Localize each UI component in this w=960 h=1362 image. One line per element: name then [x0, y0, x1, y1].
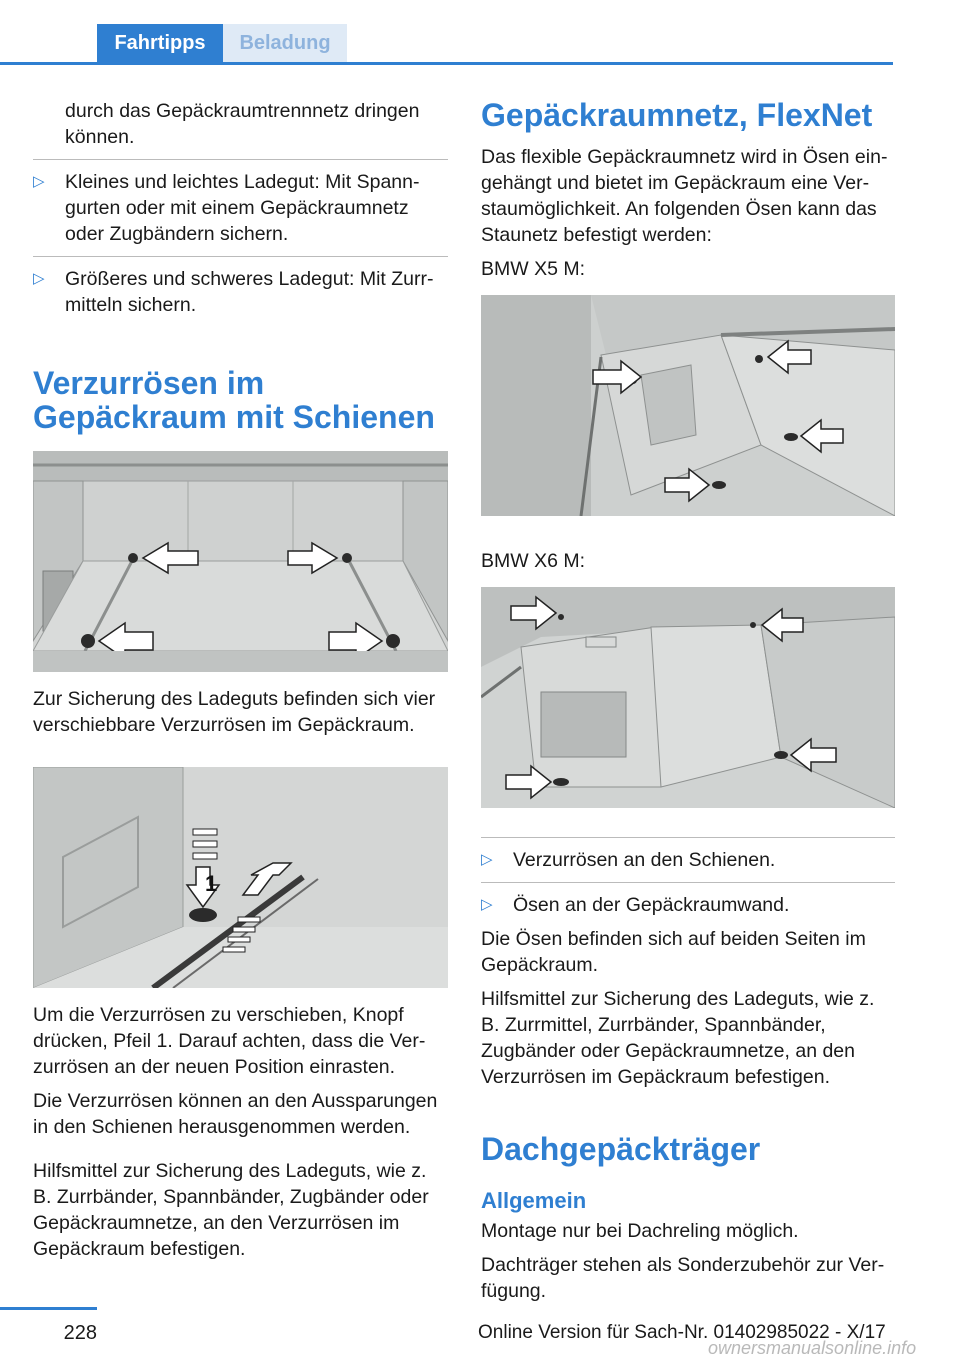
list-item-text: Verzurrösen an den Schienen. [513, 849, 776, 871]
list-item [481, 892, 895, 918]
footer-divider [0, 1307, 97, 1310]
divider [33, 256, 448, 257]
online-version-note: Online Version für Sach-Nr. 01402985022 - X/17 [478, 1322, 886, 1343]
triangle-bullet-icon: ▷ [33, 270, 45, 287]
heading-verzurroesen: Verzurrösen im Gepäckraum mit Schienen [33, 365, 435, 435]
paragraph: Die Ösen befinden sich auf beiden Seiten im Gepäckraum. [481, 928, 866, 976]
triangle-bullet-icon: ▷ [33, 173, 45, 190]
paragraph: Das flexible Gepäckraumnetz wird in Ösen eingehängt und bietet im Gepäckraum eine Verstaumöglichkeit. An folgenden Ösen kann das Staunetz befestigt werden: [481, 146, 888, 246]
left-column [33, 98, 448, 1262]
divider [33, 159, 448, 160]
page-number: 228 [63, 1322, 97, 1344]
figure-x5m-eyelets [481, 295, 895, 516]
figure-cargo-area-rails [33, 451, 448, 672]
figure-x6m-eyelets [481, 587, 895, 808]
watermark: ownersmanualsonline.info [708, 1338, 917, 1358]
triangle-bullet-icon: ▷ [481, 896, 493, 913]
paragraph: Hilfsmittel zur Sicherung des Ladeguts, wie z. B. Zurrbänder, Spannbänder, Zugbänder oder Gepäckraumnetze, an den Verzurrösen im Gepäckraum befestigen. [33, 1160, 429, 1260]
figure-eyelet-button [33, 767, 448, 988]
list-item [33, 266, 448, 318]
divider [481, 837, 895, 838]
paragraph: Montage nur bei Dachreling möglich. [481, 1220, 799, 1242]
heading-flexnet: Gepäckraumnetz, FlexNet [481, 97, 873, 133]
tab-beladung[interactable]: Beladung [223, 24, 347, 62]
list-item [481, 847, 895, 873]
paragraph: Zur Sicherung des Ladeguts befinden sich vier verschiebbare Verzurrösen im Gepäckraum. [33, 688, 436, 736]
paragraph: Um die Verzurrösen zu verschieben, Knopf drücken, Pfeil 1. Darauf achten, dass die Verzurrösen an der neuen Position einrasten. [33, 1004, 426, 1078]
subheading-allgemein: Allgemein [481, 1188, 587, 1213]
divider [481, 882, 895, 883]
list-item-text: Größeres und schweres Ladegut: Mit Zurrmitteln sichern. [65, 268, 434, 316]
paragraph: Dachträger stehen als Sonderzubehör zur Verfügung. [481, 1254, 885, 1302]
tab-fahrtipps[interactable]: Fahrtipps [97, 24, 223, 62]
list-item-text: Ösen an der Gepäckraumwand. [513, 894, 790, 916]
triangle-bullet-icon: ▷ [481, 851, 493, 868]
list-item-text: Kleines und leichtes Ladegut: Mit Spanngurten oder mit einem Gepäckraumnetz oder Zugbändern sichern. [65, 171, 420, 245]
paragraph: Die Verzurrösen können an den Aussparungen in den Schienen herausgenommen werden. [33, 1090, 438, 1138]
figure-label: 1 [205, 871, 218, 896]
list-item [33, 169, 448, 247]
intro-continuation: durch das Gepäckraumtrennnetz dringen können. [65, 100, 420, 148]
paragraph: Hilfsmittel zur Sicherung des Ladeguts, wie z. B. Zurrmittel, Zurrbänder, Spannbänder, Zugbänder oder Gepäckraumnetze, an den Verzurrösen im Gepäckraum befestigen. [481, 988, 875, 1088]
right-column [481, 98, 895, 1304]
label-x6m: BMW X6 M: [481, 550, 586, 572]
heading-dachgepaecktraeger: Dachgepäckträger [481, 1131, 761, 1167]
label-x5m: BMW X5 M: [481, 258, 586, 280]
header-divider [0, 62, 893, 65]
header-bar [0, 0, 960, 64]
